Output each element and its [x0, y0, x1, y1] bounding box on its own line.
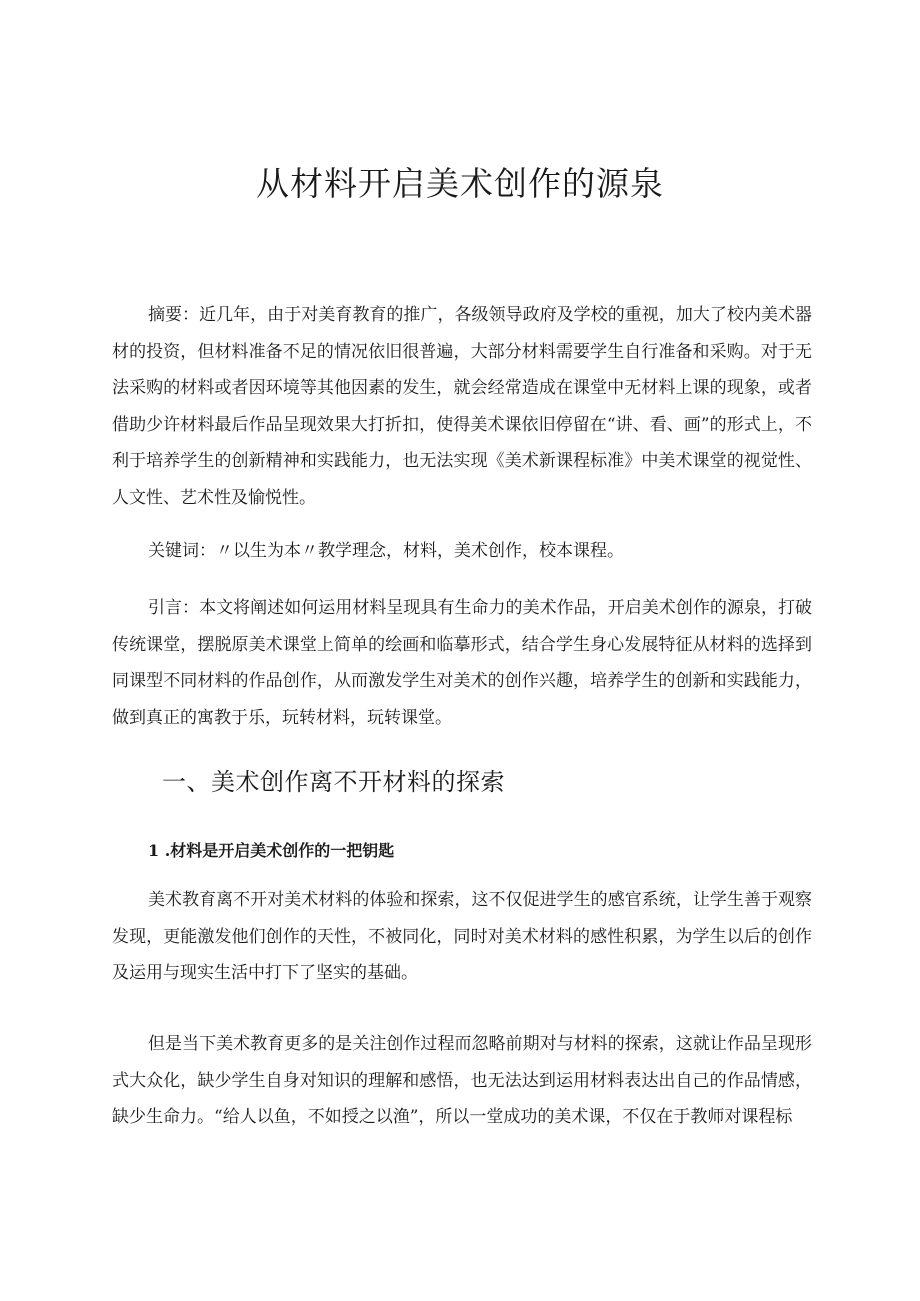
- keywords-paragraph: 关键词：〃以生为本〃教学理念，材料，美术创作，校本课程。: [148, 541, 624, 561]
- abstract-paragraph: 摘要：近几年，由于对美育教育的推广，各级领导政府及学校的重视，加大了校内美术器材的投资，但材料准备不足的情况依旧很普遍，大部分材料需要学生自行准备和采购。对于无法采购的材料或者因环境等其他因素的发生，就会经常造成在课堂中无材料上课的现象，或者借助少许材料最后作品呈现效果大打折扣，使得美术课依旧停留在“讲、看、画”的形式上，不利于培养学生的创新精神和实践能力，也无法实现《美术新课程标准》中美术课堂的视觉性、人文性、艺术性及愉悦性。: [112, 305, 812, 508]
- document-title: 从材料开启美术创作的源泉: [256, 164, 664, 203]
- body-paragraph-2: 但是当下美术教育更多的是关注创作过程而忽略前期对与材料的探索，这就让作品呈现形式大众化，缺少学生自身对知识的理解和感悟，也无法达到运用材料表达出自己的作品情感，缺少生命力。“给人以鱼，不如授之以渔”，所以一堂成功的美术课，不仅在于教师对课程标: [112, 1034, 812, 1127]
- subsection-heading: 1 .材料是开启美术创作的一把钥匙: [148, 841, 395, 860]
- body-paragraph-1: 美术教育离不开对美术材料的体验和探索，这不仅促进学生的感官系统，让学生善于观察发现，更能激发他们创作的天性，不被同化，同时对美术材料的感性积累，为学生以后的创作及运用与现实生活中打下了坚实的基础。: [112, 890, 812, 983]
- section-heading: 一、美术创作离不开材料的探索: [162, 768, 505, 796]
- introduction-paragraph: 引言：本文将阐述如何运用材料呈现具有生命力的美术作品，开启美术创作的源泉，打破传统课堂，摆脱原美术课堂上简单的绘画和临摹形式，结合学生身心发展特征从材料的选择到同课型不同材料的作品创作，从而激发学生对美术的创作兴趣，培养学生的创新和实践能力，做到真正的寓教于乐，玩转材料，玩转课堂。: [112, 598, 812, 728]
